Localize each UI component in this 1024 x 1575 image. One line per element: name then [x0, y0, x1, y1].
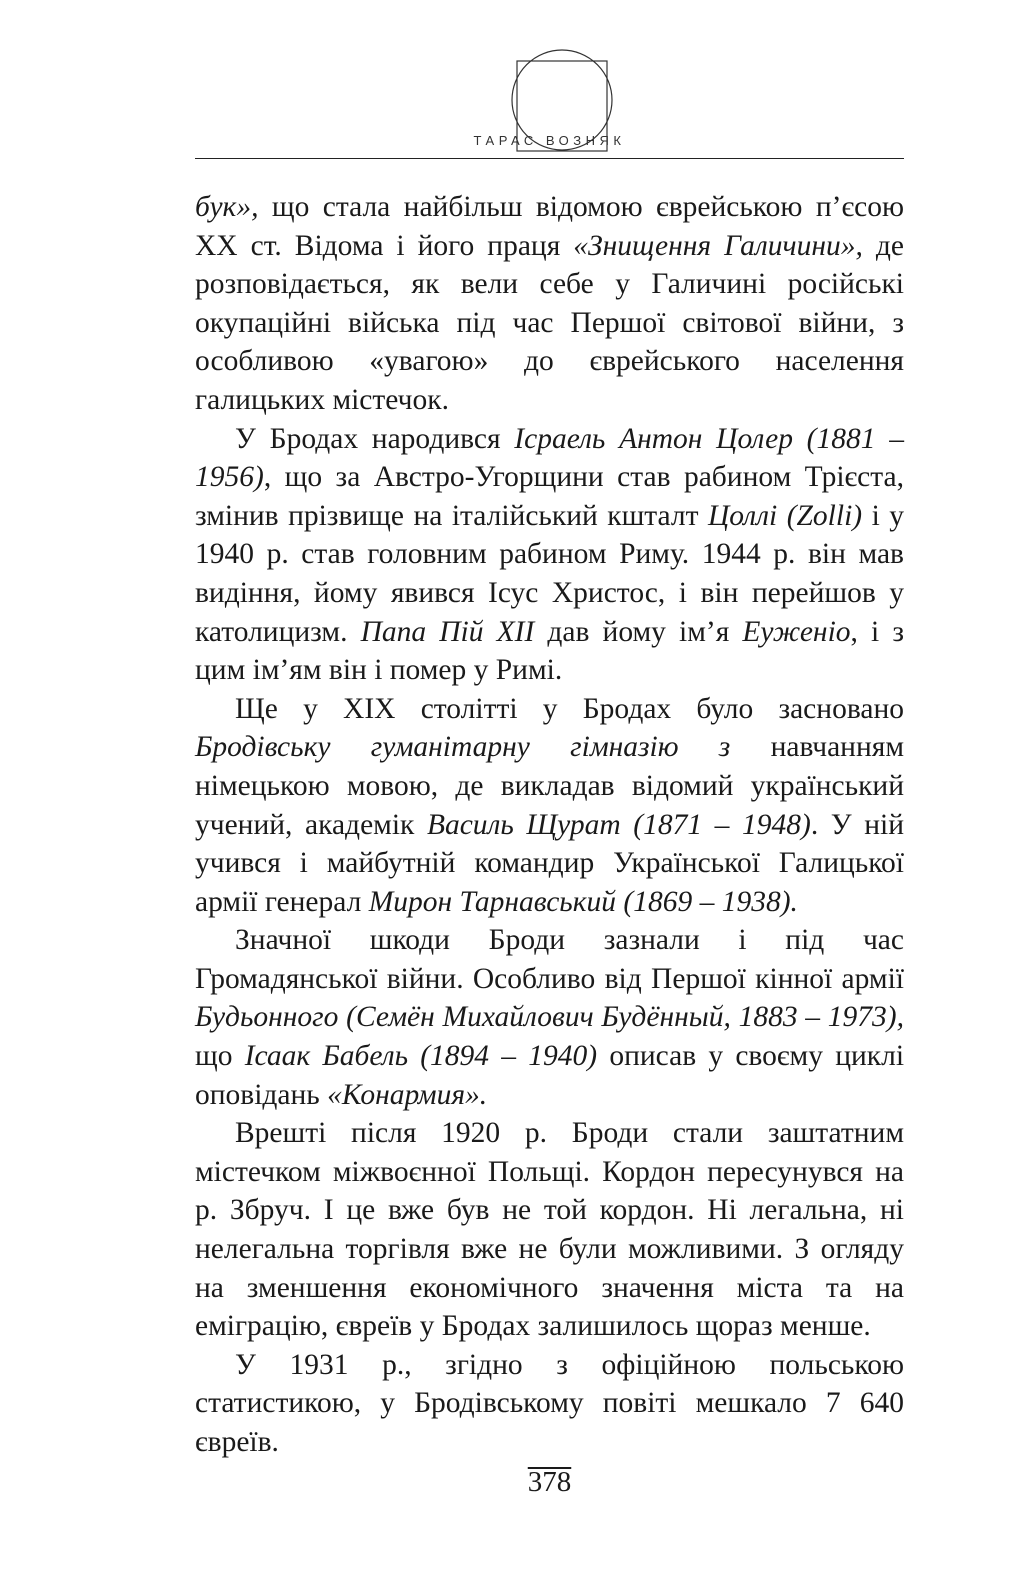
italic-run: Еуженіо [742, 615, 851, 648]
italic-run: Ісаак Бабель (1894 – 1940) [244, 1040, 598, 1073]
paragraph [195, 921, 904, 1114]
italic-run: Папа Пій XII [360, 615, 535, 648]
paragraph [195, 690, 904, 922]
text-run: і у 1940 р. став головним рабином Риму. 1944 р. він мав видіння, йому явився Ісус Христос, і він перейшов у католицизм. [195, 499, 904, 648]
italic-run: Будьонного (Семён Михайлович Будённый, 1883 – 1973), [195, 1001, 904, 1034]
paragraph [195, 420, 904, 690]
page-number: 378 [527, 1466, 572, 1498]
italic-run: бук», [195, 191, 259, 223]
running-head: ТАРАС ВОЗНЯК [473, 133, 626, 148]
italic-run: Мирон Тарнавський (1869 – 1938). [368, 885, 798, 918]
text-run: . У ній учився і майбутній командир Української Галицької армії генерал [195, 808, 904, 918]
header-rule [195, 158, 904, 159]
text-run: , і з цим ім’ям він і помер у Римі. [195, 615, 904, 687]
text-run: Значної шкоди Броди зазнали і під час Громадянської війни. Особливо від Першої кінної армії [195, 924, 904, 995]
italic-run: Цоллі (Zolli) [707, 499, 863, 532]
text-run: описав у своєму циклі оповідань [195, 1040, 905, 1111]
text-run: Ще у XIX столітті у Бродах було засновано [235, 692, 904, 725]
italic-run: «Знищення Галичини», [573, 229, 863, 262]
text-run: , що за Австро-Угорщини став рабином Трієста, змінив прізвище на італійський кшталт [195, 461, 904, 532]
paragraph [195, 188, 904, 420]
paragraph [195, 1114, 904, 1346]
italic-run: Василь Щурат (1871 – 1948) [426, 808, 811, 841]
italic-run: «Конармия». [327, 1078, 488, 1111]
text-run: Врешті після 1920 р. Броди стали заштатним містечком міжвоєнної Польщі. Кордон пересунувся на р. Збруч. І це вже був не той кордон. Ні легальна, ні нелегальна торгівля вже не були можливими. З огляду на зменшення економічного значення міста та на еміграцію, євреїв у Бродах залишилось щораз менше. [195, 1117, 904, 1343]
text-run: дав йому ім’я [534, 615, 743, 648]
italic-run: Ісраель Антон Цолер (1881 – 1956) [195, 422, 904, 494]
paragraph [195, 1346, 904, 1462]
text-run: У Бродах народився [235, 422, 515, 455]
text-run: навчанням німецькою мовою, де викладав відомий український учений, академік [195, 731, 904, 841]
text-run: що стала найбільш відомою єврейською п’єсою XX ст. Відома і його праця [195, 191, 904, 262]
italic-run: Бродівську гуманітарну гімназію з [195, 731, 731, 764]
text-run: У 1931 р., згідно з офіційною польською статистикою, у Бродівському повіті мешкало 7 640 євреїв. [195, 1348, 904, 1458]
text-run: де розповідається, як вели себе у Галичині російські окупаційні війська під час Першої світової війни, з особливою «увагою» до єврейського населення галицьких містечок. [195, 229, 904, 416]
text-run: що [195, 1040, 245, 1073]
body-text [195, 188, 904, 1462]
